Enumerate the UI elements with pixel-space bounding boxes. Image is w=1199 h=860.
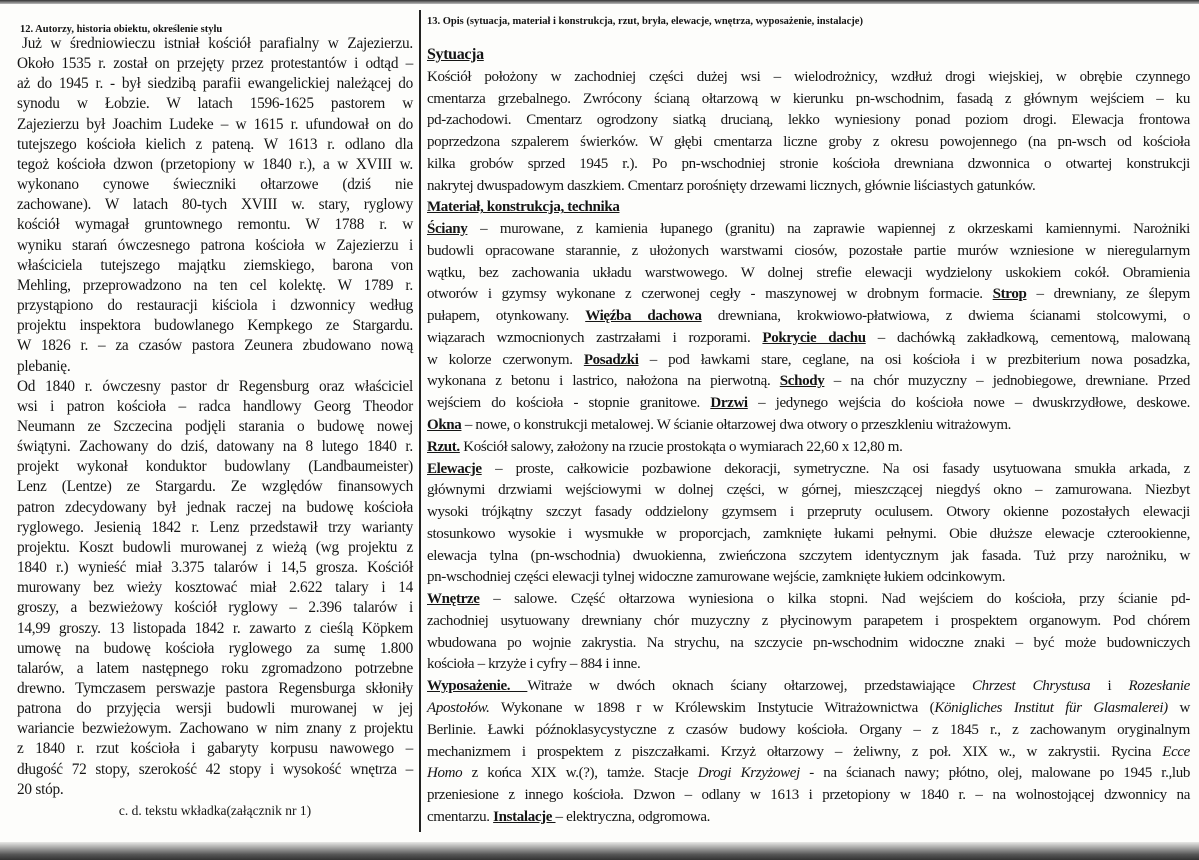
section-label: Wnętrze xyxy=(427,591,480,608)
italic-title: Homo xyxy=(427,765,463,782)
text-segment: Kościół salowy, założony na rzucie prostokąta o wymiarach 22,60 x 12,80 m. xyxy=(459,438,903,455)
text-segment: pn-wschodniej części elewacji tylnej widoczne zamurowane wejście, zamknięte łukiem odcinkowym. xyxy=(427,569,1006,586)
text-segment: – salowe. Część ołtarzowa wyniesiona o kilka stopni. Nad wejściem do kościoła, przy ścianie pd- xyxy=(479,591,1190,608)
section-label: Pokrycie dachu xyxy=(762,329,866,346)
text-line xyxy=(427,306,1190,328)
text-segment: – na chór muzyczny – jednobiegowe, drewniane. Przed xyxy=(824,373,1190,390)
text-segment: kościoła – krzyże i cyfry – 884 i inne. xyxy=(427,656,641,673)
text-segment: – jedynego wejścia do kościoła nowe – dwuskrzydłowe, deskowe. xyxy=(747,395,1190,412)
italic-title: Apostołów. xyxy=(427,699,490,716)
section-label: Drzwi xyxy=(710,395,748,412)
text-line xyxy=(427,197,1190,219)
text-segment: wiązarach wzmocnionych zastrzałami i rozporami. xyxy=(427,329,763,346)
column-divider xyxy=(419,10,421,832)
history-text-column xyxy=(17,34,413,800)
text-line: synodu w Łobzie. W latach 1596-1625 pastorem w xyxy=(17,95,413,113)
text-segment: kilka grobów sprzed 1945 r.). Po pn-wschodniej stronie kościoła drewniana dzwonnica o otwartej konstrukcji xyxy=(427,155,1190,172)
text-line xyxy=(427,371,1190,393)
text-segment: wbudowana po wojnie zakrystia. Na strychu, na szczycie pn-wschodnim widoczne znaki – być może budowniczych xyxy=(427,634,1190,651)
text-line: Około 1535 r. został on przejęty przez protestantów i odtąd – xyxy=(17,55,413,73)
text-segment: Kościół położony w zachodniej części dużej wsi – wielodrożnicy, wzdłuż drogi wiejskiej, w obrębie czynnego xyxy=(427,68,1190,85)
text-line: Już w średniowieczu istniał kościół parafialny w Zajezierzu. xyxy=(22,35,413,52)
text-segment: – elektryczna, odgromowa. xyxy=(555,808,711,825)
section-label: Schody xyxy=(779,373,825,390)
text-line xyxy=(427,89,1190,111)
text-segment: otworów i gzymsy wykonane z czerwonej cegły - maszynowej w drobnym formacie. xyxy=(427,286,993,303)
text-line xyxy=(427,807,1190,829)
text-line: projektu. Koszt budowli murowanej z wieżą (wg projektu z xyxy=(17,538,413,556)
text-segment: drewniana, krokwiowo-płatwiowa, z dwiema ścianami stolcowymi, o xyxy=(701,308,1190,325)
text-line xyxy=(427,350,1190,372)
text-segment: Wykonane w 1898 r w Królewskim Instytucie Witrażownictwa ( xyxy=(489,699,935,716)
text-line: drewno. Tymczasem perswazje pastora Regensburga skłoniły xyxy=(17,680,413,697)
text-line: 1840 r.) wynieść miał 3.375 talarów i 14,5 grosza. Kościół xyxy=(17,559,413,577)
text-line xyxy=(427,502,1190,524)
text-line: wsi i patron kościoła – radca handlowy Georg Theodor xyxy=(17,397,413,415)
section-label: Wyposażenie. xyxy=(427,678,528,695)
section-label: Strop xyxy=(992,286,1027,303)
text-segment: – proste, całkowicie pozbawione dekoracji, symetryczne. Na osi fasady usytuowana smukła arkada, z xyxy=(481,460,1190,477)
text-segment: – dachówką zakładkową, cementową, malowaną xyxy=(865,329,1190,346)
text-line xyxy=(427,589,1190,611)
text-segment: elewacja tylna (pn-wschodnia) dwuokienna, zwieńczona szczytem identycznym jak fasada. Tuż przy narożniku, w xyxy=(427,547,1190,564)
text-line: murowany bez wieży kosztować miał 2.622 talary i 14 xyxy=(17,579,413,597)
text-segment: w kolorze czerwonym. xyxy=(427,351,584,368)
text-line: Zajezierzu był Joachim Ludeke – w 1615 r. ufundował on do xyxy=(17,115,413,133)
text-line: 14,99 groszy. 13 listopada 1842 r. zawarto z cieślą Köpkem xyxy=(17,619,413,637)
text-segment: i xyxy=(1090,678,1129,695)
text-segment: budowli opracowane starannie, z ułożonych warstwami ciosów, pozostałe partie murów wzniesione w nieregularnym xyxy=(427,242,1190,259)
text-line: przystąpiono do restauracji kiściola i dzwonnicy według xyxy=(17,297,413,315)
section-label: Rzut. xyxy=(427,438,460,455)
text-segment: poprzedzona szpalerem świerków. W głębi cmentarza liczne groby z okresu powojennego (na pn-wsch od kościoła xyxy=(427,134,1190,151)
text-segment: – murowane, z kamienia łupanego (granitu) na zaprawie wapiennej z okrzeskami kamiennymi. Narożniki xyxy=(467,221,1190,238)
text-segment: nakrytej dwuspadowym daszkiem. Cmentarz porośnięty drzewami licznych, głównie liściastych gatunków. xyxy=(427,177,1036,194)
text-line: projekt wykonał konduktor budowlany (Landbaumeister) xyxy=(17,458,413,476)
text-line: długość 72 stopy, szerokość 42 stopy i wysokość wnętrza – xyxy=(17,760,413,778)
text-line xyxy=(427,241,1190,263)
text-line xyxy=(427,67,1190,89)
text-line: W 1826 r. – za czasów pastora Zeunera zbudowano nową xyxy=(17,337,413,355)
text-segment: głównymi drzwiami wejściowymi w dolnej części, w górnej, mieszczącej niegdyś okno – zamurowana. Niezbyt xyxy=(427,482,1190,499)
text-line: kościół wymagał gruntownego remontu. W 1788 r. w xyxy=(17,216,413,234)
section-label: Okna xyxy=(427,417,462,434)
section-label: Instalacje xyxy=(493,808,556,825)
text-line xyxy=(427,763,1190,785)
text-line xyxy=(427,546,1190,568)
italic-title: Chrzest Chrystusa xyxy=(972,678,1091,695)
text-line xyxy=(427,284,1190,306)
text-line: patrona do przyjęcia wersji budowli murowanej w jej xyxy=(17,700,413,718)
text-line: wariancie bezwieżowym. Zachowano w nim znany z projektu xyxy=(17,720,413,738)
section-label: Posadzki xyxy=(583,351,639,368)
section-label: Sytuacja xyxy=(427,46,484,63)
text-line: wykonano cynowe świeczniki ołtarzowe (dziś nie xyxy=(17,176,413,194)
italic-title: Rozesłanie xyxy=(1128,678,1190,695)
text-segment: z końca XIX w.(?), tamże. Stacje xyxy=(462,765,698,782)
text-line: umowę na budowę kościoła ryglowego za sumę 1.800 xyxy=(17,639,413,657)
text-line xyxy=(427,176,1190,198)
text-segment: – drewniany, ze ślepym xyxy=(1026,286,1191,303)
text-line: projektu inspektora budowlanego Kempkego ze Stargardu. xyxy=(17,317,413,335)
text-segment: cmentarzu. xyxy=(427,808,494,825)
text-segment: stosunkowo wysokie i wysmukłe w proporcjach, zamknięte łukami pełnymi. Obie dłuższe elewacje czterookienne, xyxy=(427,525,1190,542)
text-segment: – pod ławkami stare, ceglane, na osi kościoła i w prezbiterium nowa posadzka, xyxy=(638,351,1190,368)
text-line xyxy=(427,567,1190,589)
continuation-note: c. d. tekstu wkładka(załącznik nr 1) xyxy=(118,803,312,818)
text-line xyxy=(427,654,1190,676)
text-line xyxy=(427,44,1190,67)
text-segment: zachodniej usytuowany drewniany chór muzyczny z płycinowym parapetem i prospektem organowym. Pod chórem xyxy=(427,612,1190,629)
text-line xyxy=(427,785,1190,807)
italic-title: Königliches Institut für Glasmalerei) xyxy=(934,699,1168,716)
text-line: aż do 1945 r. - był siedzibą parafii ewangelickiej należącej do xyxy=(17,75,413,93)
text-segment: mechanizmem i prospektem z piszczałkami. Krzyż ołtarzowy – żeliwny, z poł. XIX w., w zakrystii. Rycina xyxy=(427,743,1163,760)
text-line xyxy=(427,480,1190,502)
text-line xyxy=(427,110,1190,132)
text-line xyxy=(427,437,1190,459)
section-label: Elewacje xyxy=(427,460,482,477)
italic-title: Ecce xyxy=(1162,743,1190,760)
text-segment: przeniesione z innego kościoła. Dzwon – odlany w 1613 i przetopiony w 1840 r. – na wolnostojącej dzwonnicy na xyxy=(427,787,1190,804)
text-segment: Witraże w dwóch oknach ściany ołtarzowej, przedstawiające xyxy=(527,678,972,695)
section-12-header: 12. Autorzy, historia obiektu, określenie stylu xyxy=(20,24,223,35)
text-line: Lenz (Lentze) ze Stargardu. Ze względów finansowych xyxy=(17,478,413,496)
text-line xyxy=(427,720,1190,742)
text-segment: wykonana z betonu i lastrico, nałożona na pierwotną. xyxy=(427,373,780,390)
section-13-header: 13. Opis (sytuacja, materiał i konstrukcja, rzut, bryła, elewacje, wnętrza, wyposażenie, instalacje) xyxy=(427,16,863,27)
text-line: groszy, a bezwieżowy kościół ryglowy – 2.396 talarów i xyxy=(17,599,413,617)
text-line: z 1840 r. rzut kościoła i gabaryty korpusu nawowego – xyxy=(17,740,413,758)
text-line xyxy=(427,393,1190,415)
text-segment: – nowe, o konstrukcji metalowej. W ścianie ołtarzowej dwa otwory o przeszkleniu witrażowym. xyxy=(461,417,1012,434)
text-segment: wejściem do kościoła - stopnie granitowe. xyxy=(427,395,711,412)
text-segment: pd-zachodowi. Cmentarz ogrodzony siatką drucianą, lekko wyniesiony ponad poziom drogi. Elewacja frontowa xyxy=(427,112,1190,129)
text-segment: wysoki trójkątny szczyt fasady oddzielony gzymsem i przepruty oculusem. Otwory okienne pozostałych elewacji xyxy=(427,504,1190,521)
text-line xyxy=(427,328,1190,350)
scan-bottom-edge xyxy=(0,842,1199,860)
text-line: Neumann ze Szczecina podjęli starania o budowę nowej xyxy=(17,417,413,435)
text-line: tutejszego kościoła kielich z pateną. W 1613 r. odlano dla xyxy=(17,135,413,153)
scan-top-edge xyxy=(0,0,1199,4)
text-line xyxy=(427,676,1190,698)
section-label: Więźba dachowa xyxy=(585,308,702,325)
text-line: talarów, a latem następnego roku zgromadzono potrzebne xyxy=(17,659,413,677)
text-line xyxy=(427,633,1190,655)
text-line: wyniku starań ówczesnego patrona kościoła w Zajezierzu i xyxy=(17,236,413,254)
text-segment: - na ścianach nawy; płótno, olej, malowane po 1945 r.,lub xyxy=(799,765,1190,782)
text-line xyxy=(427,742,1190,764)
section-label: Materiał, konstrukcja, technika xyxy=(427,199,620,216)
text-line: plebanię. xyxy=(17,357,71,375)
text-line: tegoż kościoła dzwon (przetopiony w 1840 r.), a w XVIII w. xyxy=(17,155,413,173)
text-line: ryglowego. Jesienią 1842 r. Lenz przedstawił trzy warianty xyxy=(17,518,413,536)
text-segment: w xyxy=(1167,699,1190,716)
text-line xyxy=(427,524,1190,546)
text-line xyxy=(427,154,1190,176)
text-segment: pułapem, otynkowany. xyxy=(427,308,586,325)
text-line: patron zdecydowany był jednak raczej na budowę kościoła xyxy=(17,498,413,516)
text-line: zachowane). W latach 80-tych XVIII w. stary, ryglowy xyxy=(17,196,413,214)
text-line: właściciela tutejszego majątku ziemskiego, barona von xyxy=(17,256,413,274)
text-segment: wątku, bez zachowania układu warstwowego. W dolnej strefie elewacji wydzielony uskokiem cokół. Obramienia xyxy=(427,264,1190,281)
italic-title: Drogi Krzyżowej xyxy=(697,765,800,782)
text-line: 20 stóp. xyxy=(17,780,64,798)
text-segment: Berlinie. Ławki późnoklasycystyczne z czasów budowy kościoła. Organy – z 1845 r., z zachowanym oryginalnym xyxy=(427,721,1190,738)
text-line: Mehling, przeprowadzono na ten cel kolektę. W 1789 r. xyxy=(17,276,413,294)
text-line xyxy=(427,263,1190,285)
text-line xyxy=(427,219,1190,241)
text-line xyxy=(427,698,1190,720)
text-line: Od 1840 r. ówczesny pastor dr Regensburg oraz właściciel xyxy=(17,377,413,395)
text-line: świątyni. Zachowany do dziś, datowany na 8 lutego 1840 r. xyxy=(17,438,413,456)
text-line xyxy=(427,132,1190,154)
text-line xyxy=(427,415,1190,437)
description-text-column xyxy=(427,44,1190,829)
text-line xyxy=(427,611,1190,633)
text-segment: cmentarza grzebalnego. Zwrócony ścianą ołtarzową w kierunku pn-wschodnim, fasadą z głównym wejściem – ku xyxy=(427,90,1190,107)
text-line xyxy=(427,459,1190,481)
section-label: Ściany xyxy=(427,221,468,238)
